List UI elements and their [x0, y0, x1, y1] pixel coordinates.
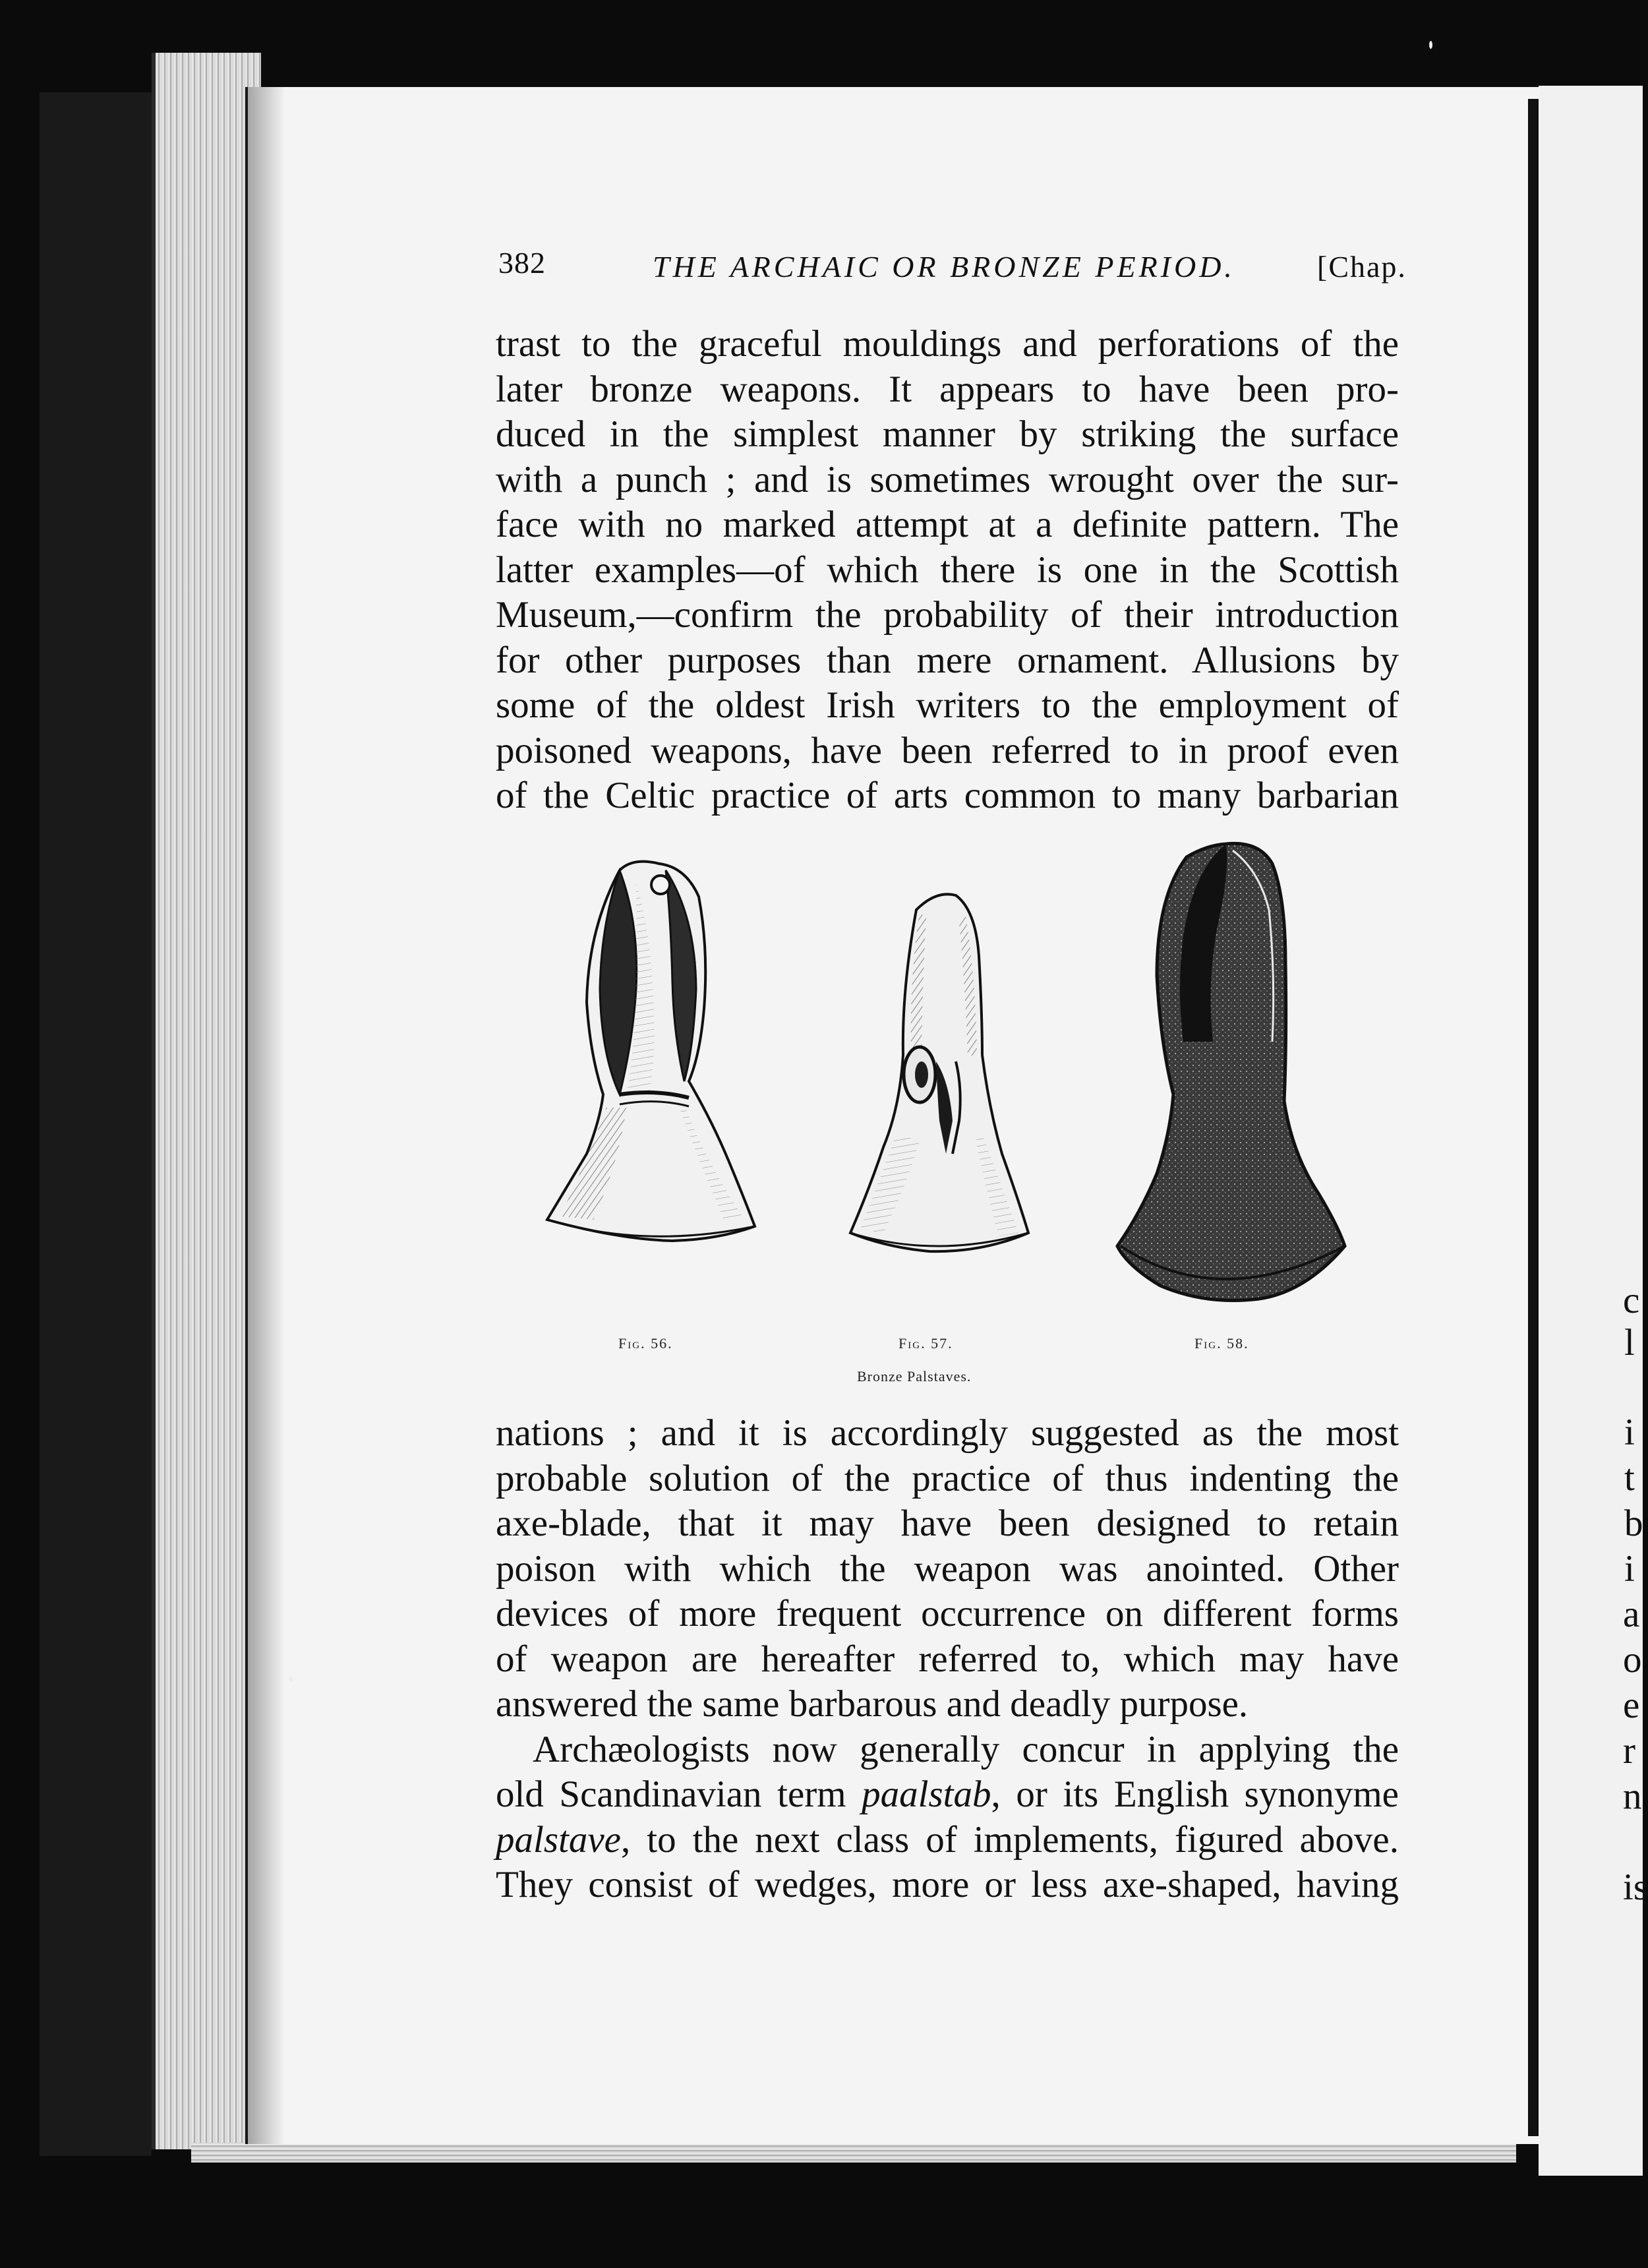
figure-caption-57: Fig. 57.	[898, 1335, 953, 1352]
dust-speck	[1429, 41, 1432, 49]
text-line-with-italic	[496, 1818, 1399, 1863]
text-line: with a punch ; and is sometimes wrought over the sur-	[496, 458, 1399, 500]
next-page-fragment: n	[1623, 1776, 1642, 1817]
text-run: old Scandinavian term	[496, 1774, 862, 1815]
running-head: THE ARCHAIC OR BRONZE PERIOD.	[653, 250, 1235, 284]
text-line: later bronze weapons. It appears to have been pro-	[496, 368, 1399, 410]
text-line: some of the oldest Irish writers to the employment of	[496, 684, 1399, 726]
text-block-before-figure	[496, 322, 1399, 819]
italic-term-palstave: palstave	[496, 1818, 621, 1861]
paragraph-start-line: Archæologists now generally concur in applying the	[533, 1728, 1399, 1770]
text-line: face with no marked attempt at a definite pattern. The	[496, 504, 1399, 545]
next-page-fragment: t	[1624, 1457, 1635, 1499]
text-line: latter examples—of which there is one in the Scottish	[496, 549, 1399, 591]
palstave-fig-58	[1117, 843, 1345, 1300]
figure-caption-58: Fig. 58.	[1194, 1335, 1249, 1352]
text-line-with-italic	[496, 1772, 1399, 1818]
chapter-label: [Chap.	[1317, 250, 1407, 284]
next-page-fragment: i	[1624, 1412, 1635, 1453]
center-gutter	[1528, 99, 1539, 2136]
text-run: , or its English synonyme	[991, 1774, 1399, 1815]
text-line: trast to the graceful mouldings and perforations of the	[496, 323, 1399, 365]
text-line: probable solution of the practice of thus indenting the	[496, 1457, 1399, 1499]
page-gutter-shadow	[245, 87, 285, 2144]
book-spine-shadow	[40, 92, 152, 2156]
palstave-fig-56	[547, 862, 755, 1241]
next-page-fragment: r	[1623, 1730, 1635, 1772]
palstave-fig-57	[850, 894, 1028, 1251]
figure-title: Bronze Palstaves.	[857, 1368, 972, 1385]
text-line: nations ; and it is accordingly suggested as the most	[496, 1412, 1399, 1454]
figure-bronze-palstaves	[527, 844, 1358, 1398]
dust-speck	[289, 1676, 293, 1682]
next-page-edge	[1539, 86, 1643, 2176]
text-line: duced in the simplest manner by striking the surface	[496, 413, 1399, 455]
text-line: devices of more frequent occurrence on different forms	[496, 1593, 1399, 1634]
text-line: poisoned weapons, have been referred to in proof even	[496, 729, 1399, 771]
figure-caption-56: Fig. 56.	[618, 1335, 673, 1352]
next-page-fragment: l	[1624, 1322, 1635, 1363]
page-edges-bottom	[191, 2143, 1516, 2163]
italic-term-paalstab: paalstab	[862, 1774, 991, 1815]
text-line: of the Celtic practice of arts common to many barbarian	[496, 775, 1399, 816]
next-page-fragment: b	[1624, 1503, 1643, 1544]
text-line: poison with which the weapon was anointed. Other	[496, 1547, 1399, 1590]
page-number: 382	[498, 246, 546, 280]
text-block-after-figure	[496, 1411, 1399, 1908]
next-page-fragment: i	[1624, 1548, 1635, 1590]
next-page-fragment: o	[1623, 1639, 1642, 1681]
text-run: , to the next class of implements, figured above.	[620, 1818, 1399, 1861]
text-line: axe-blade, that it may have been designed to retain	[496, 1503, 1399, 1544]
next-page-fragment: e	[1623, 1685, 1640, 1726]
next-page-fragment: a	[1623, 1594, 1640, 1635]
text-line: of weapon are hereafter referred to, which may have	[496, 1638, 1399, 1680]
text-line: answered the same barbarous and deadly purpose.	[496, 1683, 1249, 1725]
text-line: for other purposes than mere ornament. Allusions by	[496, 639, 1399, 681]
palstaves-illustration	[527, 844, 1358, 1345]
text-line: Museum,—confirm the probability of their introduction	[496, 594, 1399, 636]
next-page-fragment: is	[1623, 1866, 1648, 1908]
text-line: They consist of wedges, more or less axe-shaped, having	[496, 1864, 1399, 1905]
next-page-fragment: c	[1623, 1280, 1640, 1321]
